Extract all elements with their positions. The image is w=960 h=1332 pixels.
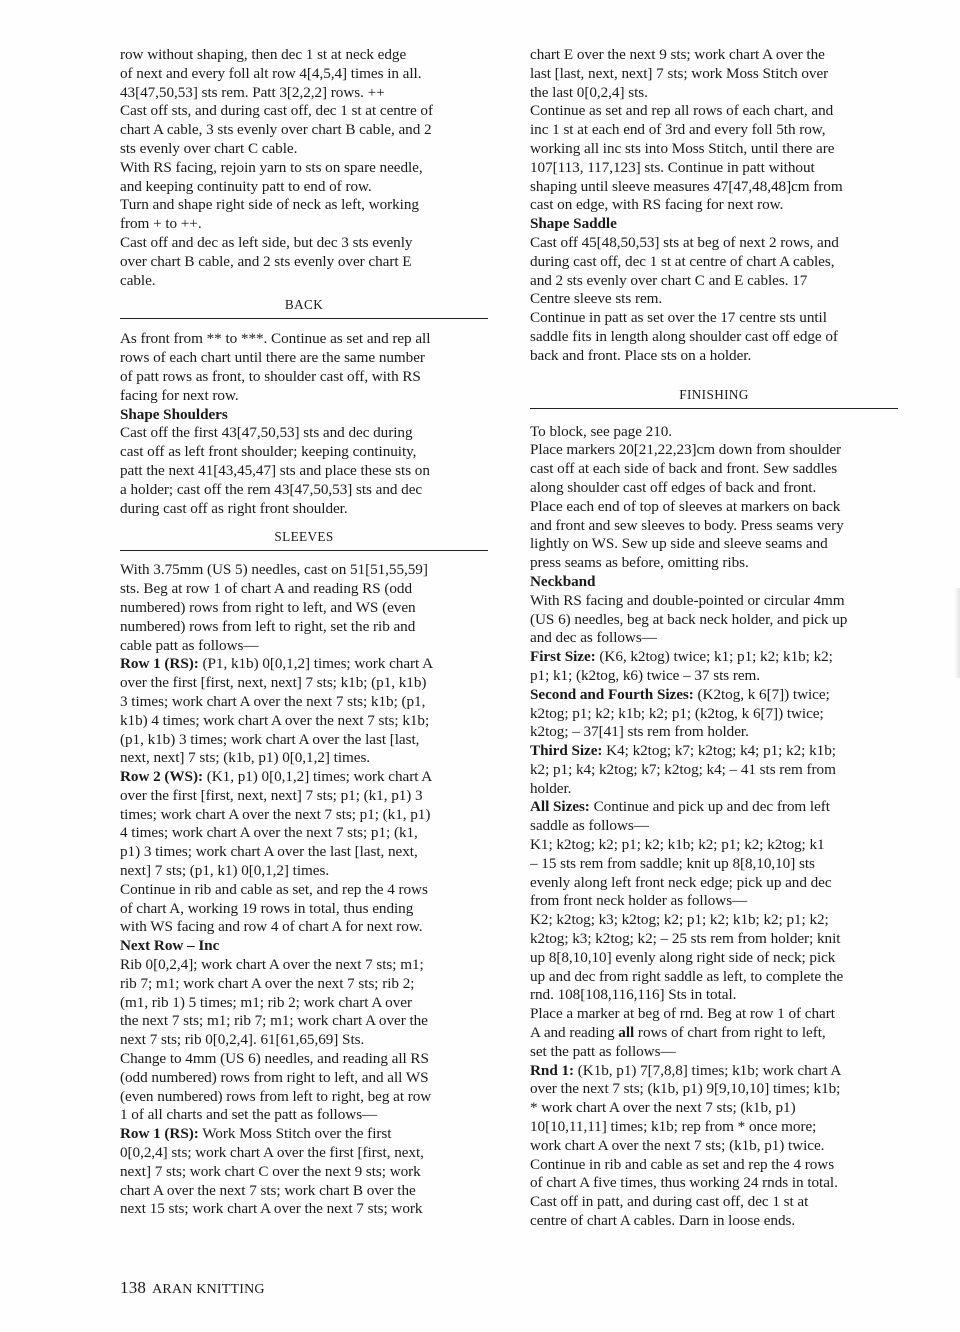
back-paragraph: As front from ** to ***. Continue as set and rep all rows of each chart until there are the same number of patt rows as front, to shoulder cast off, with RS facing for next row.	[120, 330, 431, 404]
next-row-paragraph: Rib 0[0,2,4]; work chart A over the next 7 sts; m1; rib 7; m1; work chart A over the next 7 sts; rib 2; (m1, rib 1) 5 times; m1; rib 2; work chart A over the next 7 sts; m1; rib 7; m1; work chart A over the next 7 sts; rib 0[0,2,4]. 61[61,65,69] Sts. Change to 4mm (US 6) needles, and reading all RS (odd numbered) rows from right to left, and all WS (even numbered) rows from left to right, beg at row 1 of all charts and set the patt as follows—	[120, 956, 432, 1124]
page-edge-shadow	[954, 588, 960, 678]
third-size-paragraph: Third Size: K4; k2tog; k7; k2tog; k4; p1; k2; k1b; k2; p1; k4; k2tog; k7; k2tog; k4; – 41 sts rem from holder.	[530, 742, 836, 797]
rnd1-paragraph: Rnd 1: (K1b, p1) 7[7,8,8] times; k1b; work chart A over the next 7 sts; (k1b, p1) 9[9,10,10] times; k1b; * work chart A over the next 7 sts; (k1b, p1) 10[10,11,11] times; k1b; rep from * once more; work chart A over the next 7 sts; (k1b, p1) twice. Continue in rib and cable as set and rep the 4 rows of chart A five times, thus working 24 rnds in total. Cast off in patt, and during cast off, dec 1 st at centre of chart A cables. Darn in loose ends.	[530, 1061, 842, 1230]
sleeve-row1-paragraph: Row 1 (RS): (P1, k1b) 0[0,1,2] times; work chart A over the first [first, next, next] 7 sts; k1b; (p1, k1b) 3 times; work chart A over the next 7 sts; k1b; (p1, k1b) 4 times; work chart A over the next 7 sts; k1b; (p1, k1b) 3 times; work chart A over the last [last, next, next] 7 sts; (k1b, p1) 0[0,1,2] times.	[120, 655, 434, 767]
finishing-heading: FINISHING	[530, 380, 898, 409]
right-column	[530, 46, 898, 1231]
page-footer	[120, 1278, 265, 1300]
first-size-paragraph: First Size: (K6, k2tog) twice; k1; p1; k2; k1b; k2; p1; k1; (k2tog, k6) twice – 37 sts rem.	[530, 648, 833, 684]
left-column	[120, 46, 488, 1219]
marker-paragraph: Place a marker at beg of rnd. Beg at row 1 of chart A and reading all rows of chart from right to left, set the patt as follows—	[530, 1005, 835, 1060]
neckband-heading: Neckband	[530, 572, 596, 590]
finishing-paragraph: To block, see page 210. Place markers 20[21,22,23]cm down from shoulder cast off at each side of back and front. Sew saddles along shoulder cast off edges of back and front. Place each end of top of sleeves at markers on back and front and sew sleeves to body. Press seams very lightly on WS. Sew up side and sleeve seams and press seams as before, omitting ribs.	[530, 422, 844, 572]
shape-shoulders-heading: Shape Shoulders	[120, 405, 228, 423]
shape-shoulders-paragraph: Cast off the first 43[47,50,53] sts and dec during cast off as left front shoulder; keeping continuity, patt the next 41[43,45,47] sts and place these sts on a holder; cast off the rem 43[47,50,53] sts and dec during cast off as right front shoulder.	[120, 424, 430, 517]
neckband-paragraph: With RS facing and double-pointed or circular 4mm (US 6) needles, beg at back neck holder, and pick up and dec as follows—	[530, 591, 848, 647]
sleeves-heading: SLEEVES	[120, 522, 488, 551]
sleeve-continue-paragraph: chart E over the next 9 sts; work chart A over the last [last, next, next] 7 sts; work Moss Stitch over the last 0[0,2,4] sts. Continue as set and rep all rows of each chart, and inc 1 st at each end of 3rd and every foll 5th row, working all inc sts into Moss Stitch, until there are 107[113, 117,123] sts. Continue in patt without shaping until sleeve measures 47[47,48,48]cm from cast on edge, with RS facing for next row.	[530, 46, 843, 214]
continue-rib-paragraph: Continue in rib and cable as set, and rep the 4 rows of chart A, working 19 rows in total, thus ending with WS facing and row 4 of chart A for next row.	[120, 880, 428, 936]
moss-row1-paragraph: Row 1 (RS): Work Moss Stitch over the first 0[0,2,4] sts; work chart A over the first [first, next, next] 7 sts; work chart C over the next 9 sts; work chart A over the next 7 sts; work chart B over the next 15 sts; work chart A over the next 7 sts; work	[120, 1125, 424, 1218]
back-heading: BACK	[120, 290, 488, 319]
front-neck-paragraph: row without shaping, then dec 1 st at neck edge of next and every foll alt row 4[4,5,4] times in all. 43[47,50,53] sts rem. Patt 3[2,2,2] rows. ++ Cast off sts, and during cast off, dec 1 st at centre of chart A cable, 3 sts evenly over chart B cable, and 2 sts evenly over chart C cable. With RS facing, rejoin yarn to sts on spare needle, and keeping continuity patt to end of row. Turn and shape right side of neck as left, working from + to ++. Cast off and dec as left side, but dec 3 sts evenly over chart B cable, and 2 sts evenly over chart E cable.	[120, 46, 433, 289]
shape-saddle-paragraph: Cast off 45[48,50,53] sts at beg of next 2 rows, and during cast off, dec 1 st at centre of chart A cables, and 2 sts evenly over chart C and E cables. 17 Centre sleeve sts rem. Continue in patt as set over the 17 centre sts until saddle fits in length along shoulder cast off edge of back and front. Place sts on a holder.	[530, 233, 839, 364]
page-number: 138	[120, 1278, 147, 1297]
sleeve-row2-paragraph: Row 2 (WS): (K1, p1) 0[0,1,2] times; work chart A over the first [first, next, next] 7 sts; p1; (k1, p1) 3 times; work chart A over the next 7 sts; p1; (k1, p1) 4 times; work chart A over the next 7 sts; p1; (k1, p1) 3 times; work chart A over the last [last, next, next] 7 sts; (p1, k1) 0[0,1,2] times.	[120, 768, 433, 880]
all-sizes-paragraph: All Sizes: Continue and pick up and dec from left saddle as follows— K1; k2tog; k2; p1; k2; k1b; k2; p1; k2; k2tog; k1 – 15 sts rem from saddle; knit up 8[8,10,10] sts evenly along left front neck edge; pick up and dec from front neck holder as follows— K2; k2tog; k3; k2tog; k2; p1; k2; k1b; k2; p1; k2; k2tog; k3; k2tog; k2; – 25 sts rem from holder; knit up 8[8,10,10] evenly along right side of neck; pick up and dec from right saddle as left, to complete the rnd. 108[108,116,116] Sts in total.	[530, 798, 844, 1004]
second-fourth-size-paragraph: Second and Fourth Sizes: (K2tog, k 6[7]) twice; k2tog; p1; k2; k1b; k2; p1; (k2tog, k 6[7]) twice; k2tog; – 37[41] sts rem from holder.	[530, 685, 830, 741]
running-title: ARAN KNITTING	[152, 1282, 265, 1297]
next-row-heading: Next Row – Inc	[120, 937, 220, 955]
sleeves-intro-paragraph: With 3.75mm (US 5) needles, cast on 51[51,55,59] sts. Beg at row 1 of chart A and reading RS (odd numbered) rows from right to left, and WS (even numbered) rows from left to right, set the rib and cable patt as follows—	[120, 561, 428, 654]
shape-saddle-heading: Shape Saddle	[530, 215, 617, 233]
